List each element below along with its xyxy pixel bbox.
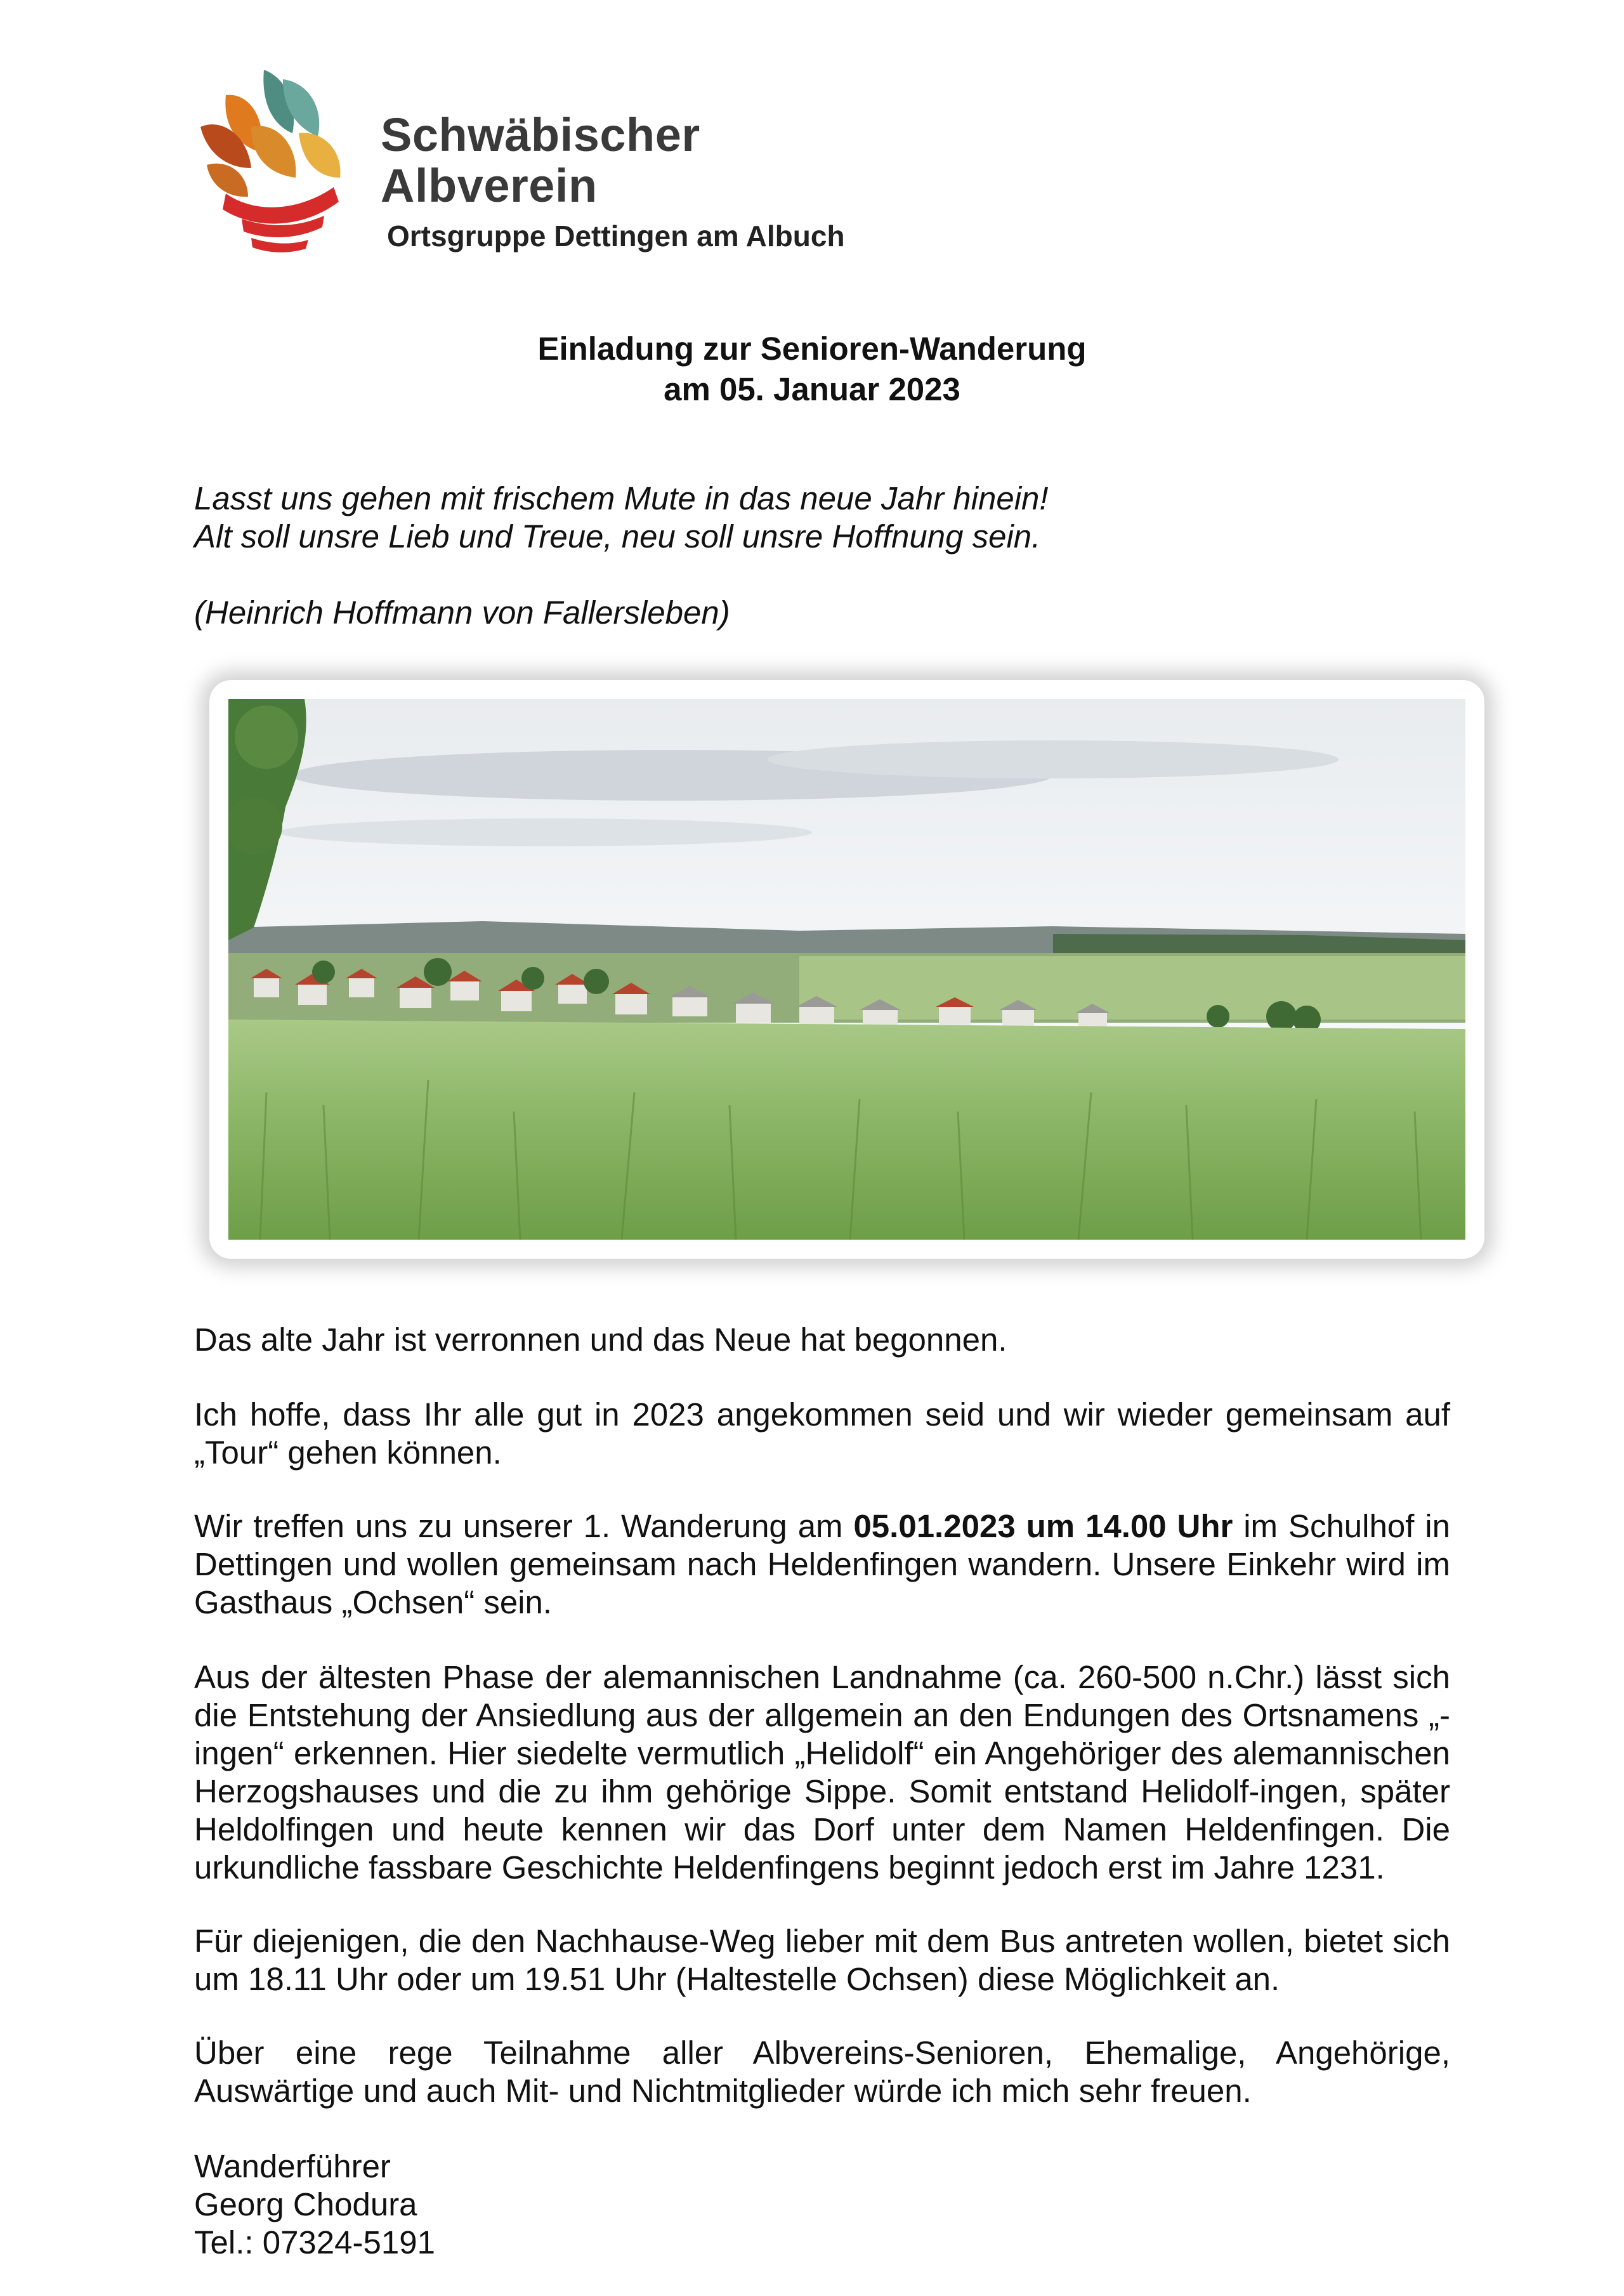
paragraph-1: Das alte Jahr ist verronnen und das Neue hat begonnen. xyxy=(194,1322,1007,1358)
meeting-date-time: 05.01.2023 um 14.00 Uhr xyxy=(853,1508,1233,1544)
signature-role: Wanderführer xyxy=(194,2148,391,2184)
paragraph-3-end: im Schulhof in Dettingen und wollen gemeinsam nach Heldenfingen wandern. Unsere Einkehr wird im Gasthaus „Ochsen“ sein. xyxy=(194,1508,1450,1620)
quote-line1: Lasst uns gehen mit frischem Mute in das neue Jahr hinein! xyxy=(194,480,1049,516)
landscape-photo xyxy=(228,699,1465,1240)
paragraph-3 xyxy=(194,1507,1450,1622)
title-line1: Einladung zur Senioren-Wanderung xyxy=(537,331,1087,367)
group-name: Ortsgruppe Dettingen am Albuch xyxy=(387,220,845,253)
paragraph-5: Für diejenigen, die den Nachhause-Weg lieber mit dem Bus antreten wollen, bietet sich um 18.11 Uhr oder um 19.51 Uhr (Haltestelle Ochsen) diese Möglichkeit an. xyxy=(194,1923,1450,1997)
paragraph-3-start: Wir treffen uns zu unserer 1. Wanderung am xyxy=(194,1508,854,1544)
title-line2: am 05. Januar 2023 xyxy=(664,371,960,407)
org-name-line2: Albverein xyxy=(381,159,598,212)
paragraph-6: Über eine rege Teilnahme aller Albvereins-Senioren, Ehemalige, Angehörige, Auswärtige und auch Mit- und Nichtmitglieder würde ich mich sehr freuen. xyxy=(194,2035,1450,2109)
signature-phone: Tel.: 07324-5191 xyxy=(194,2224,435,2260)
quote-author: (Heinrich Hoffmann von Fallersleben) xyxy=(194,594,730,631)
paragraph-2: Ich hoffe, dass Ihr alle gut in 2023 angekommen seid und wir wieder gemeinsam auf „Tour“ gehen können. xyxy=(194,1396,1450,1471)
paragraph-4: Aus der ältesten Phase der alemannischen Landnahme (ca. 260-500 n.Chr.) lässt sich die Entstehung der Ansiedlung aus der allgemein an den Endungen des Ortsnamens „-ingen“ erkennen. Hier siedelte vermutlich „Helidolf“ ein Angehöriger des alemannischen Herzogshauses und die zu ihm gehörige Sippe. Somit entstand Helidolf-ingen, später Heldolfingen und heute kennen wir das Dorf unter dem Namen Heldenfingen. Die urkundliche fassbare Geschichte Heldenfingens beginnt jedoch erst im Jahre 1231. xyxy=(194,1659,1450,1886)
landscape-photo-frame xyxy=(209,680,1484,1259)
signature-name: Georg Chodura xyxy=(194,2186,417,2222)
albverein-logo xyxy=(188,57,353,254)
quote-line2: Alt soll unsre Lieb und Treue, neu soll unsre Hoffnung sein. xyxy=(194,518,1041,554)
org-name-line1: Schwäbischer xyxy=(381,108,700,161)
invitation-title xyxy=(0,329,1624,410)
